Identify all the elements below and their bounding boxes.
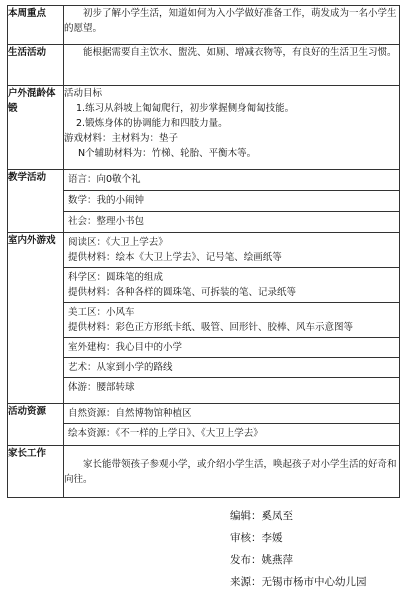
row-activity-resources [8,404,400,446]
label-indoor-outdoor-games: 室内外游戏 [8,233,64,404]
games-science-materials: 提供材料：各种各样的圆珠笔、可拆装的笔、记录纸等 [68,287,297,298]
credit-editor: 编辑：奚凤至 [230,510,293,522]
label-parent-work: 家长工作 [8,446,64,498]
label-life-activities: 生活活动 [8,45,64,86]
credits [230,505,367,593]
games-outdoor-building: 室外建构：我心目中的小学 [64,337,399,357]
resources-content [64,404,400,446]
teaching-content [64,170,400,233]
games-content [64,233,400,404]
credit-source: 来源：无锡市杨市中心幼儿园 [230,576,367,588]
games-art-area: 美工区：小风车 [68,307,135,318]
text-life-activities: 能根据需要自主饮水、盥洗、如厕、增减衣物等，有良好的生活卫生习惯。 [64,45,400,86]
resource-picture-books: 绘本资源：《不一样的上学日》、《大卫上学去》 [64,423,399,443]
games-sports: 体游：腰部转球 [64,377,399,397]
teaching-item-social: 社会：整理小书包 [64,211,399,232]
outdoor-materials-main: 游戏材料：主材料为：垫子 [64,133,179,144]
teaching-item-math: 数学：我的小闹钟 [64,190,399,211]
label-outdoor-exercise: 户外混龄体锻 [8,86,64,170]
outdoor-goal-2: 2.锻炼身体的协调能力和四肢力量。 [76,118,228,129]
text-parent-work: 家长能带领孩子参观小学，或介绍小学生活，唤起孩子对小学生活的好奇和向往。 [64,446,400,498]
outdoor-content [64,86,400,170]
games-group-reading [64,233,399,267]
credit-reviewer: 审核：李媛 [230,532,283,544]
games-science-area: 科学区：圆珠笔的组成 [68,272,164,283]
games-reading-area: 阅读区：《大卫上学去》 [68,237,168,248]
row-weekly-focus [8,6,400,45]
outdoor-materials-aux: N个辅助材料为：竹梯、轮胎、平衡木等。 [78,148,257,159]
teaching-item-language: 语言：向0敬个礼 [68,174,141,185]
text-weekly-focus: 初步了解小学生活，知道如何为入小学做好准备工作，萌发成为一名小学生的愿望。 [64,6,400,45]
row-teaching-activities [8,170,400,233]
row-indoor-outdoor-games [8,233,400,404]
label-activity-resources: 活动资源 [8,404,64,446]
label-teaching-activities: 教学活动 [8,170,64,233]
row-parent-work [8,446,400,498]
games-group-art [64,302,399,337]
games-reading-materials: 提供材料：绘本《大卫上学去》、记号笔、绘画纸等 [68,252,282,263]
games-group-science [64,267,399,302]
resource-natural: 自然资源：自然博物馆种植区 [68,408,192,419]
credit-publisher: 发布：姚燕萍 [230,554,293,566]
outdoor-goal-title: 活动目标 [64,88,103,99]
row-outdoor-exercise [8,86,400,170]
weekly-plan-table [7,5,400,498]
games-art-materials: 提供材料：彩色正方形纸卡纸、吸管、回形针、胶棒、风车示意图等 [68,322,354,333]
row-life-activities [8,45,400,86]
games-art-route: 艺术：从家到小学的路线 [64,357,399,377]
label-weekly-focus: 本周重点 [8,6,64,45]
outdoor-goal-1: 1.练习从斜坡上匍匐爬行，初步掌握侧身匍匐技能。 [76,103,295,114]
